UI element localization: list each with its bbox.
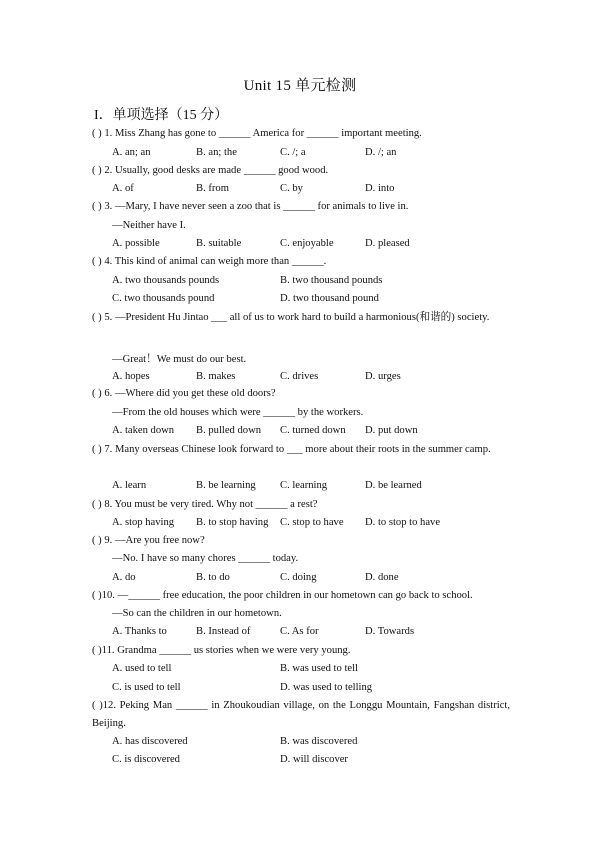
option: D. into [365, 183, 395, 194]
question-stem: ( ) 5. —President Hu Jintao ___ all of us to work hard to build a harmonious(和谐的) society. [92, 312, 490, 323]
option: A. taken down [112, 425, 175, 436]
question-stem: ( ) 8. You must be very tired. Why not ______ a rest? [92, 499, 318, 510]
option: C. learning [280, 480, 328, 491]
question-stem: ( )10. —______ free education, the poor children in our hometown can go back to school. [92, 590, 473, 601]
option: B. makes [196, 371, 236, 382]
question-stem: ( ) 2. Usually, good desks are made ______ good wood. [92, 165, 329, 176]
option: B. to do [196, 572, 230, 583]
option: A. used to tell [112, 663, 172, 674]
page-title: Unit 15 单元检测 [243, 78, 357, 94]
option: B. two thousand pounds [280, 275, 383, 286]
option: C. is used to tell [112, 682, 181, 693]
option: C. drives [280, 371, 319, 382]
option: C. doing [280, 572, 317, 583]
option: C. /; a [280, 147, 306, 158]
question-stem: ( )11. Grandma ______ us stories when we were very young. [92, 645, 351, 656]
option: B. an; the [196, 147, 237, 158]
option: D. put down [365, 425, 418, 436]
option: D. urges [365, 371, 401, 382]
question-stem: ( ) 1. Miss Zhang has gone to ______ America for ______ important meeting. [92, 128, 422, 139]
option: D. two thousand pound [280, 293, 379, 304]
option: C. As for [280, 626, 319, 637]
option: D. pleased [365, 238, 410, 249]
dialogue-reply: —Great！We must do our best. [112, 354, 247, 365]
question-stem: ( ) 4. This kind of animal can weigh more than ______. [92, 256, 327, 267]
option: B. to stop having [196, 517, 269, 528]
option: B. suitable [196, 238, 242, 249]
option: A. of [112, 183, 134, 194]
question-stem: ( ) 6. —Where did you get these old doors? [92, 388, 276, 399]
option: D. /; an [365, 147, 397, 158]
question-stem: ( ) 7. Many overseas Chinese look forward to ___ more about their roots in the summer camp. [92, 444, 491, 455]
option: B. be learning [196, 480, 256, 491]
option: D. be learned [365, 480, 422, 491]
option: D. was used to telling [280, 682, 373, 693]
option: B. pulled down [196, 425, 262, 436]
question-stem: ( ) 3. —Mary, I have never seen a zoo that is ______ for animals to live in. [92, 201, 409, 212]
question-stem: ( ) 9. —Are you free now? [92, 535, 205, 546]
option: A. possible [112, 238, 160, 249]
option: C. by [280, 183, 303, 194]
option: A. Thanks to [112, 626, 167, 637]
option: D. will discover [280, 754, 348, 765]
dialogue-reply: —From the old houses which were ______ by the workers. [112, 407, 364, 418]
option: A. has discovered [112, 736, 188, 747]
option: A. do [112, 572, 136, 583]
option: C. enjoyable [280, 238, 334, 249]
option: A. stop having [112, 517, 175, 528]
option: B. from [196, 183, 229, 194]
option: C. stop to have [280, 517, 344, 528]
option: D. to stop to have [365, 517, 441, 528]
option: A. learn [112, 480, 147, 491]
option: B. was discovered [280, 736, 358, 747]
option: A. an; an [112, 147, 151, 158]
dialogue-reply: —Neither have I. [112, 220, 186, 231]
dialogue-reply: —No. I have so many chores ______ today. [112, 553, 299, 564]
option: C. turned down [280, 425, 346, 436]
section-heading: I．单项选择（15 分） [94, 108, 229, 123]
option: A. two thousands pounds [112, 275, 220, 286]
dialogue-reply: —So can the children in our hometown. [112, 608, 282, 619]
option: B. was used to tell [280, 663, 358, 674]
option: D. Towards [365, 626, 415, 637]
option: C. is discovered [112, 754, 180, 765]
option: A. hopes [112, 371, 150, 382]
option: D. done [365, 572, 399, 583]
option: C. two thousands pound [112, 293, 215, 304]
option: B. Instead of [196, 626, 251, 637]
question-stem: ( )12. Peking Man ______ in Zhoukoudian village, on the Longgu Mountain, Fangshan district, Beijing. [92, 700, 510, 729]
